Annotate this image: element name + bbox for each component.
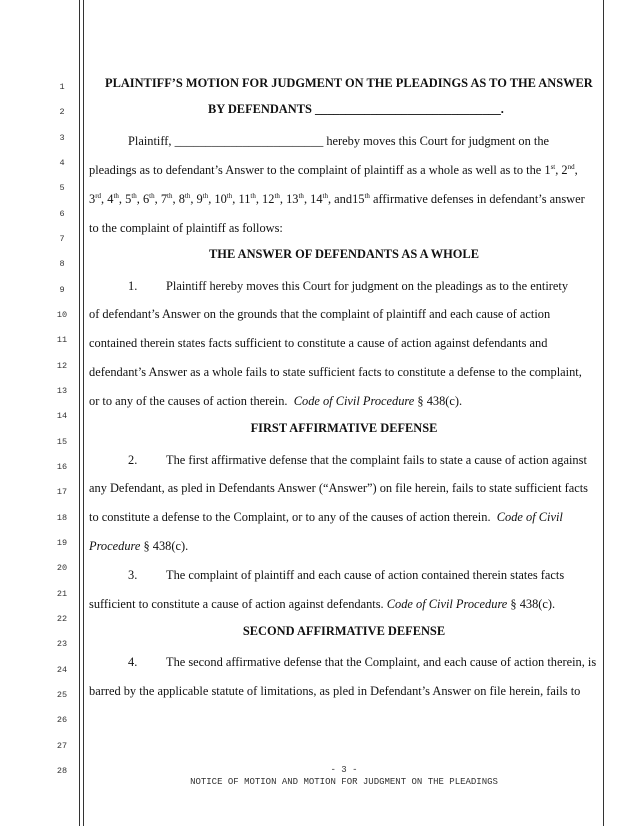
line-number: 8	[59, 259, 65, 270]
heading-answer-as-whole: THE ANSWER OF DEFENDANTS AS A WHOLE	[209, 247, 479, 261]
line-number: 12	[56, 360, 68, 371]
line-number: 1	[59, 82, 65, 92]
line-number: 24	[56, 664, 68, 675]
citation: Code of Civil	[496, 510, 563, 524]
line-number: 15	[56, 436, 68, 447]
intro-line-3: 3rd, 4th, 5th, 6th, 7th, 8th, 9th, 10th, 11th, 12th, 13th, 14th, and15th affirmative defenses in defendant’s answer	[89, 192, 585, 206]
para1-line-1: Plaintiff hereby moves this Court for judgment on the pleadings as to the entirety	[166, 279, 569, 293]
para2-line-1: The first affirmative defense that the complaint fails to state a cause of action against	[166, 453, 587, 467]
citation: Code of Civil Procedure	[293, 394, 415, 408]
para1-line-4: defendant’s Answer as a whole fails to state sufficient facts to constitute a defense to the complaint,	[89, 365, 582, 379]
heading-second-affirmative-defense: SECOND AFFIRMATIVE DEFENSE	[242, 624, 446, 638]
line-number: 2	[59, 107, 65, 118]
line-number: 19	[56, 537, 68, 548]
line-number: 17	[56, 487, 68, 498]
line-number: 11	[56, 335, 68, 346]
line-number: 7	[59, 233, 65, 244]
line-number: 20	[56, 563, 68, 574]
title-line-2: BY DEFENDANTS ______________________________.	[208, 102, 504, 116]
line-number: 27	[56, 740, 68, 751]
para1-line-2: of defendant’s Answer on the grounds that the complaint of plaintiff and each cause of action	[89, 307, 551, 321]
line-number: 5	[59, 183, 65, 194]
para3-line-1: The complaint of plaintiff and each cause of action contained therein states facts	[166, 568, 565, 582]
intro-line-2: pleadings as to defendant’s Answer to the complaint of plaintiff as a whole as well as to the 1st, 2nd,	[89, 163, 578, 177]
line-number: 4	[59, 157, 65, 168]
line-number: 13	[56, 385, 68, 396]
line-number: 22	[56, 613, 68, 624]
line-number: 26	[56, 715, 68, 726]
line-number: 21	[56, 588, 68, 599]
line-number: 10	[56, 309, 68, 320]
para3-line-2: sufficient to constitute a cause of action against defendants. Code of Civil Procedure § 438(c).	[89, 597, 556, 611]
footer-page-number: - 3 -	[330, 765, 358, 775]
para3-number: 3.	[128, 568, 138, 582]
citation: Code of Civil Procedure	[386, 597, 508, 611]
para2-line-3: to constitute a defense to the Complaint, or to any of the causes of action therein. Code of Civil	[89, 510, 563, 524]
heading-first-affirmative-defense: FIRST AFFIRMATIVE DEFENSE	[250, 421, 438, 435]
line-number: 14	[56, 411, 68, 422]
intro-line-1: Plaintiff, ________________________ hereby moves this Court for judgment on the	[128, 134, 550, 148]
line-number: 23	[56, 639, 68, 650]
citation: Procedure	[89, 539, 141, 553]
left-margin-rule-inner	[83, 0, 84, 826]
para2-line-4: Procedure § 438(c).	[89, 539, 189, 553]
para1-line-5: or to any of the causes of action therein. Code of Civil Procedure § 438(c).	[89, 394, 463, 408]
title-line-1: PLAINTIFF’S MOTION FOR JUDGMENT ON THE PLEADINGS AS TO THE ANSWER	[105, 76, 593, 90]
para1-line-3: contained therein states facts sufficient to constitute a cause of action against defendants and	[89, 336, 548, 350]
intro-line-4: to the complaint of plaintiff as follows:	[89, 221, 283, 235]
line-number: 16	[56, 461, 68, 472]
line-number: 9	[59, 284, 65, 295]
para4-line-2: barred by the applicable statute of limitations, as pled in Defendant’s Answer on file herein, fails to	[89, 684, 581, 698]
para4-line-1: The second affirmative defense that the Complaint, and each cause of action therein, is	[166, 655, 597, 669]
line-number: 28	[56, 765, 68, 776]
para2-line-2: any Defendant, as pled in Defendants Answer (“Answer”) on file herein, fails to state sufficient facts	[89, 481, 589, 495]
para4-number: 4.	[128, 655, 138, 669]
para1-number: 1.	[128, 279, 138, 293]
line-number: 18	[56, 512, 68, 523]
line-number: 6	[59, 208, 65, 219]
left-margin-rule-outer	[79, 0, 80, 826]
para2-number: 2.	[128, 453, 138, 467]
footer-title: NOTICE OF MOTION AND MOTION FOR JUDGMENT ON THE PLEADINGS	[190, 777, 498, 787]
right-margin-rule	[603, 0, 604, 826]
line-number: 25	[56, 689, 68, 700]
line-number: 3	[59, 132, 65, 143]
